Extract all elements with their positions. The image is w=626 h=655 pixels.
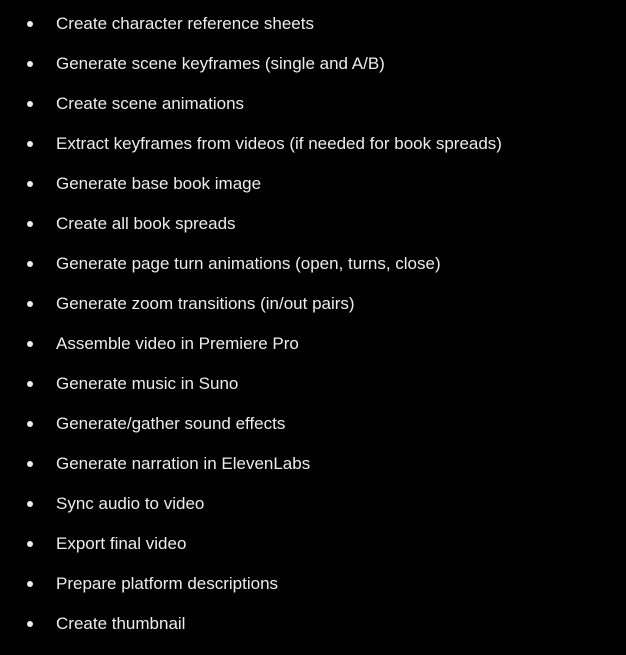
list-item-label: Create thumbnail bbox=[56, 614, 186, 633]
list-item bbox=[0, 84, 626, 124]
list-item-label: Sync audio to video bbox=[56, 494, 205, 513]
list-item-label: Assemble video in Premiere Pro bbox=[56, 334, 299, 353]
list-item-label: Create all book spreads bbox=[56, 214, 236, 233]
list-item bbox=[0, 284, 626, 324]
list-item-label: Generate/gather sound effects bbox=[56, 414, 286, 433]
bullet-icon bbox=[27, 461, 33, 467]
bullet-icon bbox=[27, 621, 33, 627]
list-item-label: Generate base book image bbox=[56, 174, 262, 193]
list-item-label: Export final video bbox=[56, 534, 187, 553]
bullet-icon bbox=[27, 301, 33, 307]
bullet-icon bbox=[27, 101, 33, 107]
list-item bbox=[0, 564, 626, 604]
bullet-icon bbox=[27, 501, 33, 507]
list-item bbox=[0, 44, 626, 84]
list-item bbox=[0, 204, 626, 244]
list-item bbox=[0, 404, 626, 444]
list-item-label: Generate narration in ElevenLabs bbox=[56, 454, 311, 473]
list-item bbox=[0, 124, 626, 164]
list-item bbox=[0, 604, 626, 644]
bullet-icon bbox=[27, 381, 33, 387]
bullet-icon bbox=[27, 141, 33, 147]
list-item-label: Create character reference sheets bbox=[56, 14, 314, 33]
bullet-icon bbox=[27, 261, 33, 267]
bullet-icon bbox=[27, 181, 33, 187]
list-item-label: Generate scene keyframes (single and A/B) bbox=[56, 54, 385, 73]
list-item-label: Create scene animations bbox=[56, 94, 245, 113]
list-item bbox=[0, 484, 626, 524]
list-item bbox=[0, 164, 626, 204]
list-item bbox=[0, 4, 626, 44]
list-item bbox=[0, 244, 626, 284]
list-item-label: Generate zoom transitions (in/out pairs) bbox=[56, 294, 355, 313]
bullet-icon bbox=[27, 421, 33, 427]
list-item-label: Generate music in Suno bbox=[56, 374, 239, 393]
list-item bbox=[0, 524, 626, 564]
bullet-icon bbox=[27, 341, 33, 347]
list-item bbox=[0, 324, 626, 364]
task-list bbox=[0, 4, 626, 644]
list-item-label: Generate page turn animations (open, turns, close) bbox=[56, 254, 441, 273]
bullet-icon bbox=[27, 221, 33, 227]
list-item bbox=[0, 444, 626, 484]
list-item bbox=[0, 364, 626, 404]
bullet-icon bbox=[27, 581, 33, 587]
bullet-icon bbox=[27, 541, 33, 547]
list-item-label: Prepare platform descriptions bbox=[56, 574, 279, 593]
bullet-icon bbox=[27, 61, 33, 67]
list-item-label: Extract keyframes from videos (if needed for book spreads) bbox=[56, 134, 502, 153]
bullet-icon bbox=[27, 21, 33, 27]
